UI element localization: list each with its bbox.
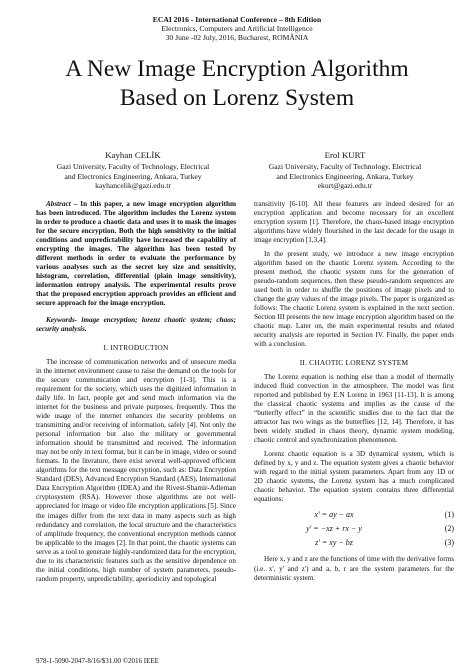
left-column: [36, 200, 236, 584]
author-name: Kayhan CELİK: [105, 150, 161, 160]
conference-title: ECAI 2016 - International Conference – 8th Edition: [152, 15, 322, 24]
copyright-footer: 978-1-5090-2047-8/16/$31.00 ©2016 IEEE: [36, 657, 159, 665]
paper-title-line-2: Based on Lorenz System: [119, 85, 355, 111]
right-column: [254, 200, 454, 583]
equation-number: (1): [444, 510, 454, 520]
equation-expression: z' = xy − bz: [315, 538, 353, 548]
author-affiliation: and Electronics Engineering, Ankara, Turkey: [276, 171, 414, 181]
equation-number: (3): [444, 538, 454, 548]
author-block-2: [240, 151, 450, 191]
abstract-label: Abstract: [46, 200, 71, 208]
equation-3: [254, 536, 454, 550]
conference-date-place: 30 June -02 July, 2016, Bucharest, ROMÂNIA: [165, 33, 309, 43]
equation-1: [254, 508, 454, 522]
equation-expression: y' = −xz + rx − y: [306, 524, 362, 534]
conference-topic: Electronics, Computers and Artificial Intelligence: [161, 24, 313, 34]
body-paragraph: Lorenz chaotic equation is a 3D dynamical system, which is defined by x, y and z. The equation system gives a chaotic behavior with regard to the initial system parameters. Apart from any 1D or 2D chaotic systems, the Lorenz system has a much complicated chaotic behavior. The equation system contains three differential equations:: [254, 450, 454, 504]
paper-title: [0, 55, 474, 113]
author-affiliation: and Electronics Engineering, Ankara, Turkey: [64, 171, 202, 181]
body-paragraph: In the present study, we introduce a new image encryption algorithm based on the chaotic Lorenz system. According to the present method, the chaotic system runs for the generation of pseudo-random sequences, then these pseudo-random sequences are used both in order to shuffle the positions of image pixels and to change the gray values of the image pixels. The paper is organized as follows: The chaotic Lorenz system is explained in the next section. Section III presents the new image encryption algorithm based on the chaotic map. Later on, the main experimental results and related security analysis are reported in Section IV. Finally, the paper ends with a conclusion.: [254, 250, 454, 349]
author-email: kayhancelik@gazi.edu.tr: [95, 181, 171, 191]
paper-title-line-1: A New Image Encryption Algorithm: [65, 56, 409, 82]
author-affiliation: Gazi University, Faculty of Technology, Electrical: [268, 162, 422, 172]
intro-paragraph: The increase of communication networks and of unsecure media in the internet environment cause to raise the demand on the tools for the secure communication and encryption [1-3]. This is a requirement for the society, which uses the digitized information in daily life. In fact, people get and send much information via the internet for the business and private purposes, frequently. Thus the wide usage of the internet enhances the security problems on transmitting and/or receiving of information, safely [4]. Not only the personal information but also the military or governmental information should be transmitted and received. The information may not be only in text format, but it can be in image, video or sound formats. In the literature, there exist several well-approved efficient algorithms for the text message encryption, such as: Data Encryption Standard (DES), Advanced Encryption Standard (AES), International Data Encryption Algorithm (IDEA) and the Rivest-Shamir-Adleman cryptosystem (RSA). However those algorithms are not well-appreciated for image or video file encryption applications [5]. Since the images differ from the text data in many aspects such as high redundancy and correlation, the local structure and the characteristics of amplitude frequency, the conventional encryption methods cannot be applicable to the images [2]. In that point, the chaotic systems can serve as a tool to generate highly-randomized data for the encryption, due to its characteristic features such as the sensitive dependence on the initial conditions, high number of system parameters, pseudo-random property, unpredictability, aperiodicity and topological: [36, 358, 236, 583]
body-paragraph: transitivity [6-10]. All these features are indeed desired for an encryption application and become necessary for an excellent encryption system [1]. Therefore, the chaos-based image encryption algorithms have widely flourished in the last decade for the usage in image encryption [1,3,4].: [254, 200, 454, 245]
section-heading-introduction: I. INTRODUCTION: [103, 343, 169, 353]
author-email: ekurt@gazi.edu.tr: [317, 181, 373, 191]
body-paragraph: Here x, y and z are the functions of time with the derivative forms (i.e. x', y' and z') and a, b, r are the system parameters for the deterministic system.: [254, 555, 455, 582]
abstract-text: – In this paper, a new image encryption algorithm has been introduced. The algorithm includes the Lorenz system in order to produce a chaotic data and uses it to mask the images for the secure encryption. Both the high sensitivity to the initial conditions and unpredictability have increased the capability of encrypting the images. The algorithm has been tested by different methods in order to evaluate the performance by various analyses such as the secret key size and sensitivity, histogram, correlation, differential (plain image sensitivity), information entropy analysis. The experimental results prove that the proposed encryption approach provides an efficient and secure approach for the image encryption.: [36, 200, 236, 308]
author-name: Erol KURT: [324, 150, 366, 160]
keywords: Keywords- image encryption; lorenz chaotic system; chaos; security analysis.: [36, 316, 236, 334]
author-affiliation: Gazi University, Faculty of Technology, Electrical: [56, 162, 210, 172]
abstract: [36, 200, 236, 308]
equation-number: (2): [444, 524, 454, 534]
author-block-1: [28, 151, 238, 191]
body-paragraph: The Lorenz equation is nothing else than a model of thermally induced fluid convection in the atmosphere. The model was first reported and published by E.N Lorenz in 1963 [11-13]. It is among the classical chaotic systems and implies as the cause of the “butterfly effect” in the scientific studies due to the fact that the attractor has two wings as the butterflies [12, 14]. Therefore, it has been widely studied in chaos theory, dynamic system modeling, chaotic control and synchronization phenomenon.: [254, 373, 454, 445]
equation-2: [254, 522, 454, 536]
conference-header: [0, 15, 474, 43]
equation-expression: x' = ay − ax: [314, 510, 354, 520]
section-heading-chaotic-lorenz: II. CHAOTIC LORENZ SYSTEM: [299, 358, 409, 368]
